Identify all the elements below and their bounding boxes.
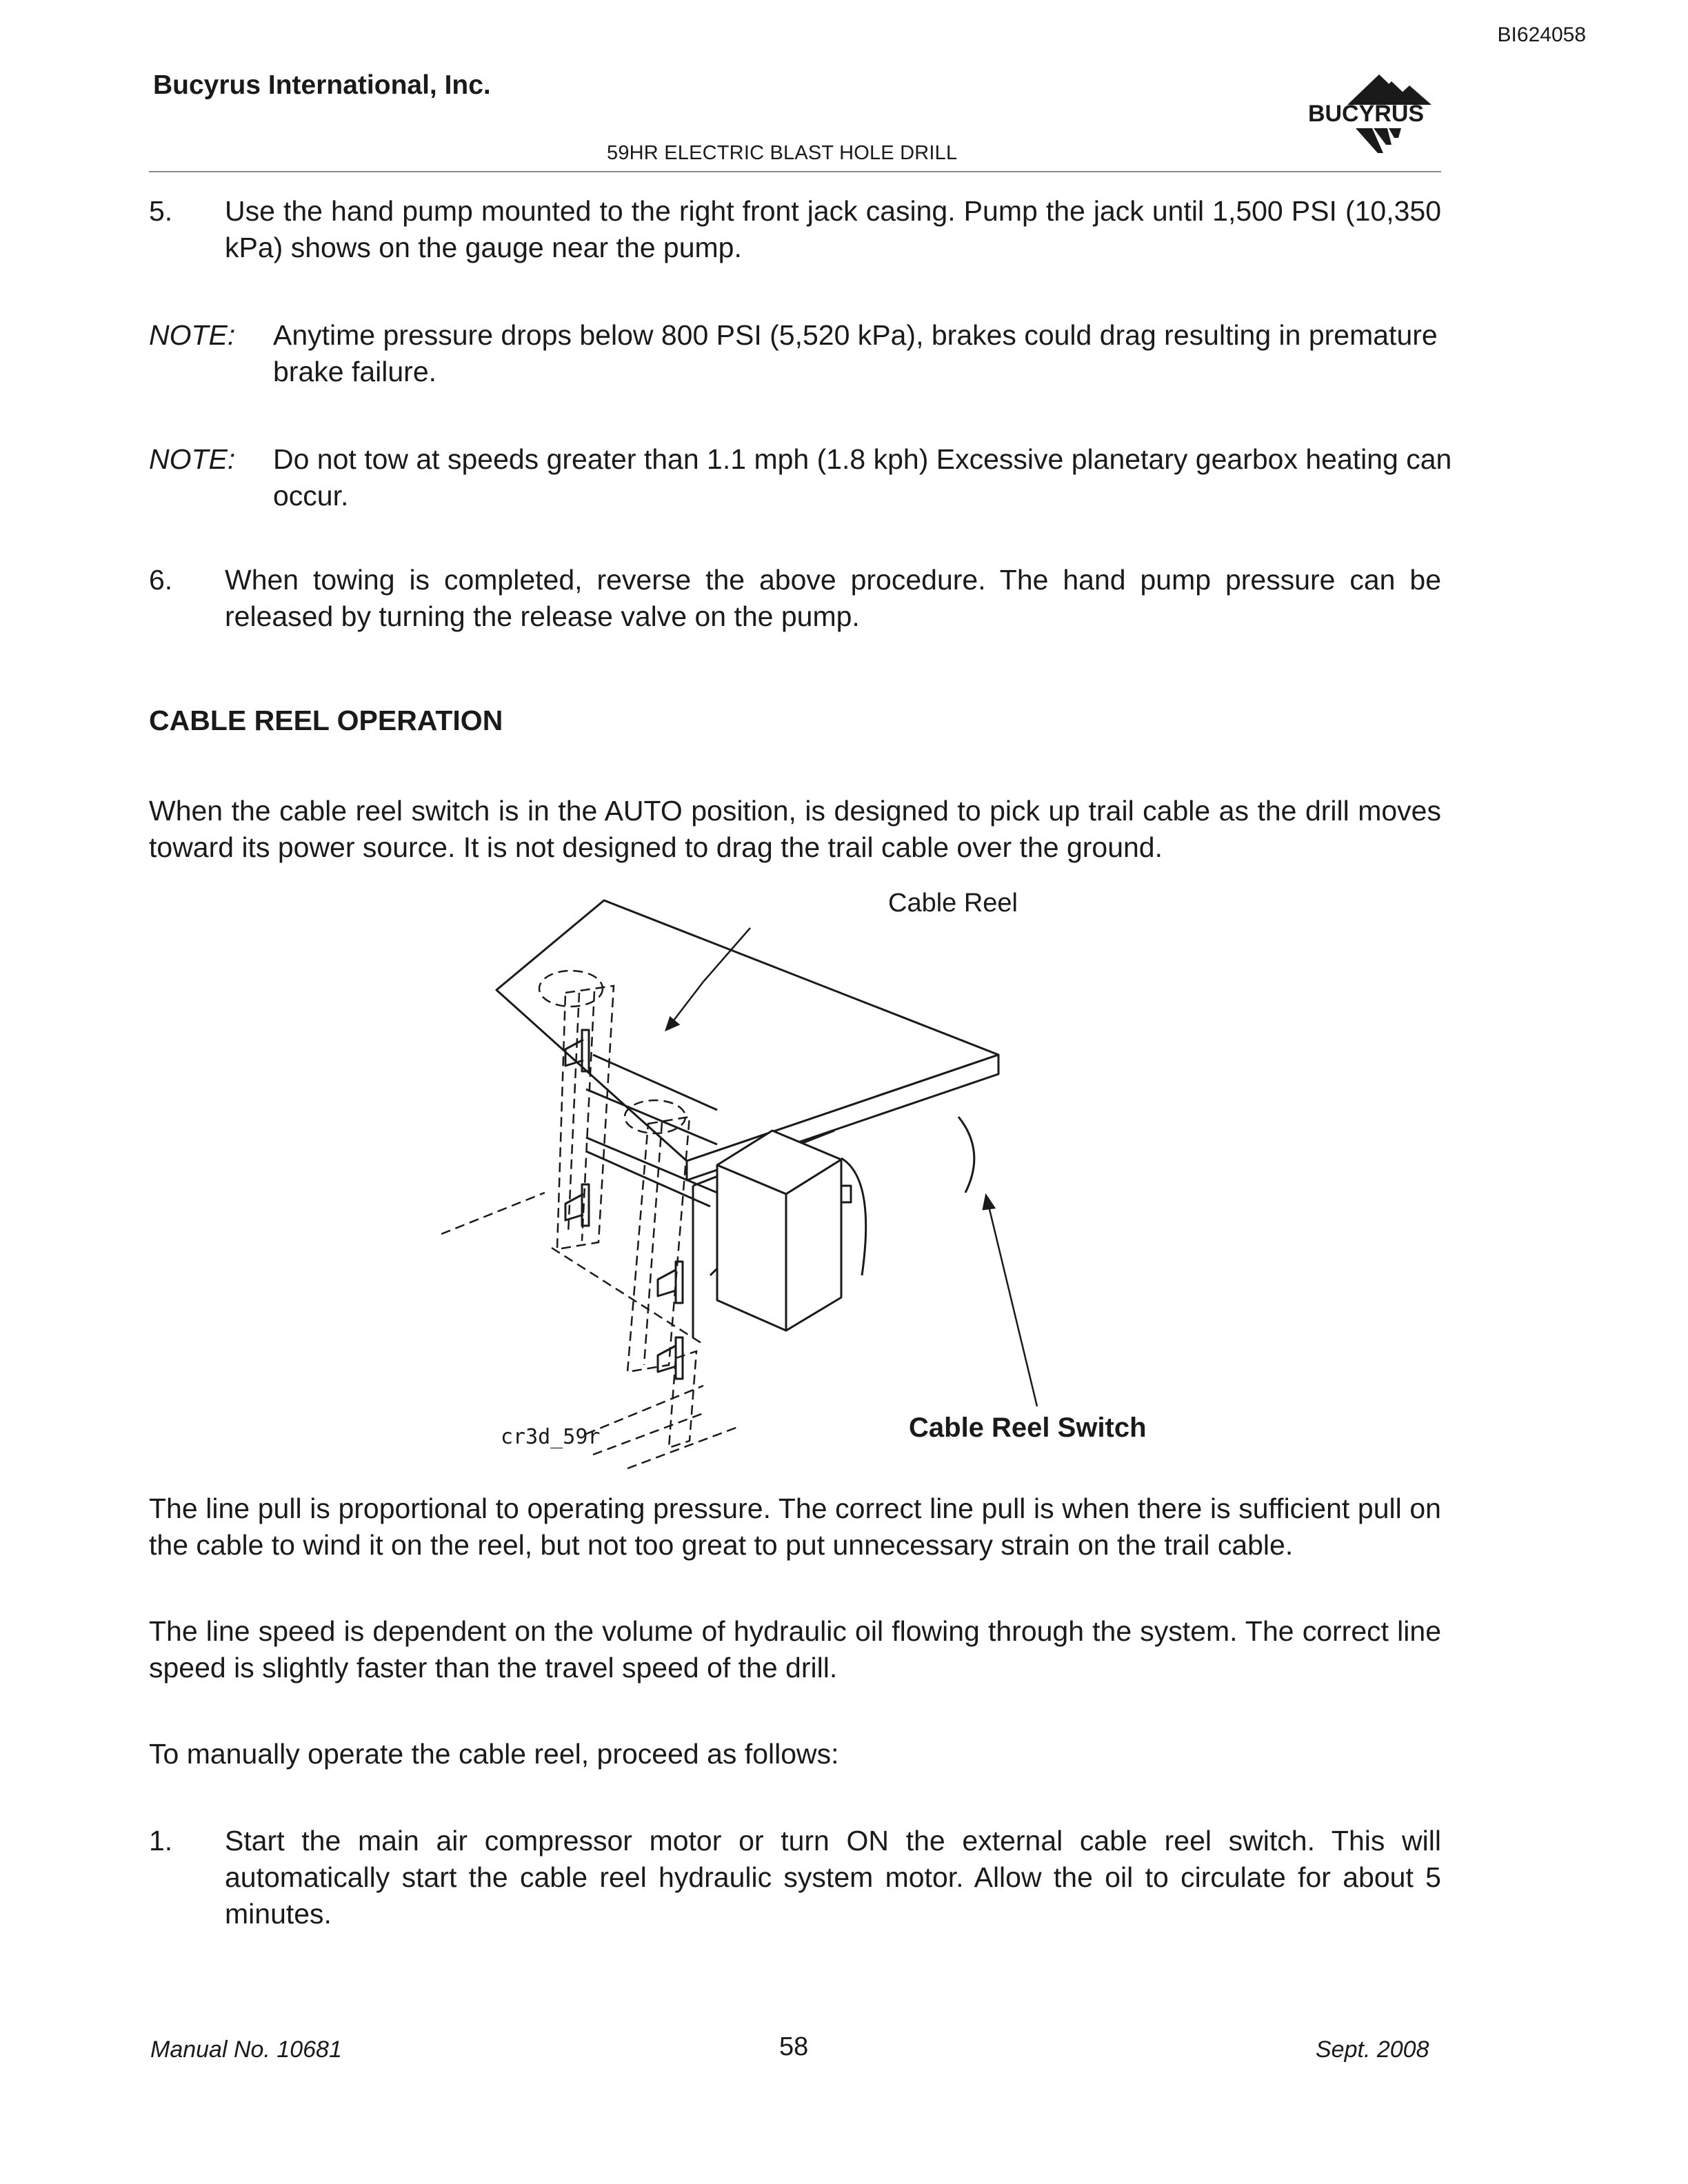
step-5 xyxy=(149,193,1441,266)
reel-cover xyxy=(496,900,998,1161)
step-number: 5. xyxy=(149,195,173,227)
svg-text:BUCYRUS: BUCYRUS xyxy=(1307,101,1425,127)
note-speed xyxy=(149,441,1452,514)
paragraph-manual-intro: To manually operate the cable reel, proceed as follows: xyxy=(149,1738,839,1770)
step-text: Use the hand pump mounted to the right front jack casing. Pump the jack until 1,500 PSI (10,350 kPa) shows on the gauge near the pump. xyxy=(225,195,1441,263)
document-id: BI624058 xyxy=(1497,23,1586,46)
note-text: Do not tow at speeds greater than 1.1 mph (1.8 kph) Excessive planetary gearbox heating can occur. xyxy=(273,443,1452,512)
cable-reel-label: Cable Reel xyxy=(888,889,1018,918)
section-heading: CABLE REEL OPERATION xyxy=(149,705,503,736)
header-divider xyxy=(149,171,1441,172)
publication-date: Sept. 2008 xyxy=(1316,2036,1429,2063)
page-number: 58 xyxy=(779,2032,809,2061)
manual-number: Manual No. 10681 xyxy=(150,2036,342,2063)
paragraph-line-speed: The line speed is dependent on the volume of hydraulic oil flowing through the system. The correct line speed is slightly faster than the travel speed of the drill. xyxy=(149,1615,1441,1684)
paragraph-line-pull: The line pull is proportional to operating pressure. The correct line pull is when there is sufficient pull on the cable to wind it on the reel, but not too great to put unnecessary strain on the trail cable. xyxy=(149,1493,1441,1561)
step-6 xyxy=(149,562,1441,635)
cable-reel-figure xyxy=(414,889,1172,1496)
note-label: NOTE: xyxy=(149,319,236,351)
note-label: NOTE: xyxy=(149,443,236,475)
step-text: Start the main air compressor motor or turn ON the external cable reel switch. This will automatically start the cable reel hydraulic system motor. Allow the oil to circulate for about 5 minutes. xyxy=(225,1825,1441,1930)
step-number: 1. xyxy=(149,1825,173,1857)
drawing-code: cr3d_59r xyxy=(501,1425,601,1449)
step-1 xyxy=(149,1823,1441,1932)
intro-paragraph: When the cable reel switch is in the AUTO position, is designed to pick up trail cable as the drill moves toward its power source. It is not designed to drag the trail cable over the ground. xyxy=(149,795,1441,863)
step-number: 6. xyxy=(149,564,173,596)
bucyrus-logo xyxy=(1287,69,1445,159)
document-subtitle: 59HR ELECTRIC BLAST HOLE DRILL xyxy=(607,142,958,164)
step-text: When towing is completed, reverse the above procedure. The hand pump pressure can be released by turning the release valve on the pump. xyxy=(225,564,1441,632)
note-pressure xyxy=(149,317,1441,390)
cable-reel-switch-label: Cable Reel Switch xyxy=(909,1413,1147,1443)
note-text: Anytime pressure drops below 800 PSI (5,520 kPa), brakes could drag resulting in premature brake failure. xyxy=(273,319,1438,387)
company-name: Bucyrus International, Inc. xyxy=(153,70,491,100)
